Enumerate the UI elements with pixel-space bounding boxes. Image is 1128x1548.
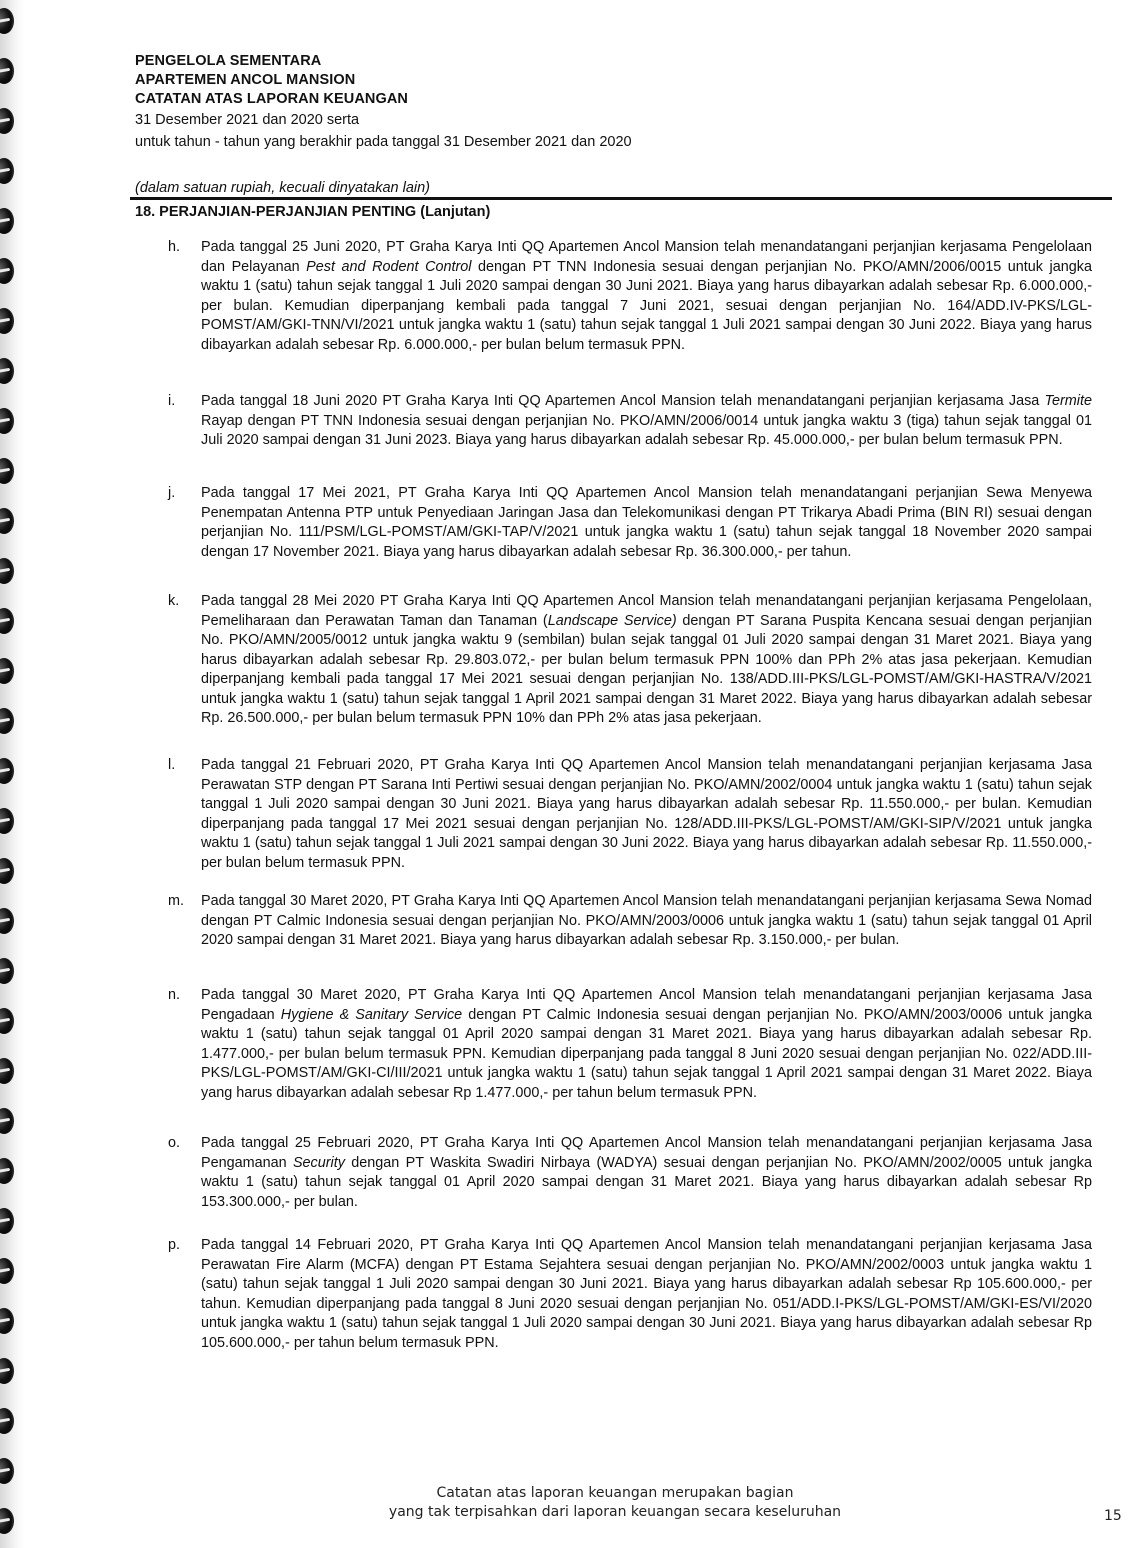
unit-note: (dalam satuan rupiah, kecuali dinyatakan lain) xyxy=(135,180,431,196)
item-text: Pada tanggal 21 Februari 2020, PT Graha Karya Inti QQ Apartemen Ancol Mansion telah menandatangani perjanjian kerjasama Jasa Perawatan STP dengan PT Sarana Inti Pertiwi sesuai dengan perjanjian No. PKO/AMN/2002/0004 untuk jangka waktu 1 (satu) tahun sejak tanggal 1 Juli 2020 sampai dengan 30 Juni 2021. Biaya yang harus dibayarkan adalah sebesar Rp. 11.550.000,- per bulan. Kemudian diperpanjang pada tanggal 17 Mei 2021 sesuai dengan perjanjian No. 128/ADD.III-PKS/LGL-POMST/AM/GKI-SIP/V/2021 untuk jangka waktu 1 (satu) tahun sejak tanggal 1 Juli 2021 sampai dengan 30 Juni 2022. Biaya yang harus dibayarkan adalah sebesar Rp. 11.550.000,- per bulan belum termasuk PPN. xyxy=(201,757,1092,871)
item-text: Pada tanggal 18 Juni 2020 PT Graha Karya Inti QQ Apartemen Ancol Mansion telah menandatangani perjanjian kerjasama Jasa Termite Rayap dengan PT TNN Indonesia sesuai dengan perjanjian No. PKO/AMN/2006/0014 untuk jangka waktu 3 (tiga) tahun sejak tanggal 01 Juli 2020 sampai dengan 31 Juni 2023. Biaya yang harus dibayarkan adalah sebesar Rp. 45.000.000,- per bulan belum termasuk PPN. xyxy=(201,393,1092,448)
binding-ring-icon xyxy=(0,958,14,984)
item-letter: p. xyxy=(168,1237,181,1253)
binding-ring-icon xyxy=(0,558,14,584)
binding-ring-icon xyxy=(0,808,14,834)
item-letter: h. xyxy=(168,239,181,255)
binding-ring-icon xyxy=(0,1008,14,1034)
document-header xyxy=(135,52,632,153)
binding-ring-icon xyxy=(0,508,14,534)
item-text: Pada tanggal 30 Maret 2020, PT Graha Karya Inti QQ Apartemen Ancol Mansion telah menandatangani perjanjian kerjasama Sewa Nomad dengan PT Calmic Indonesia sesuai dengan perjanjian No. PKO/AMN/2003/0006 untuk jangka waktu 1 (satu) tahun sejak tanggal 01 April 2020 sampai dengan 31 Maret 2021. Biaya yang harus dibayarkan adalah sebesar Rp. 3.150.000,- per bulan. xyxy=(201,893,1092,948)
spiral-binding xyxy=(0,0,24,1548)
item-text: Pada tanggal 30 Maret 2020, PT Graha Karya Inti QQ Apartemen Ancol Mansion telah menandatangani perjanjian kerjasama Jasa Pengadaan Hygiene & Sanitary Service dengan PT Calmic Indonesia sesuai dengan perjanjian No. PKO/AMN/2003/0006 untuk jangka waktu 1 (satu) tahun sejak tanggal 01 April 2020 sampai dengan 31 Maret 2021. Biaya yang harus dibayarkan adalah sebesar Rp. 1.477.000,- per bulan belum termasuk PPN. Kemudian diperpanjang pada tanggal 8 Juni 2020 sesuai dengan perjanjian No. 022/ADD.III-PKS/LGL-POMST/AM/GKI-CI/III/2021 untuk jangka waktu 1 (satu) tahun sejak tanggal 1 April 2021 sampai dengan 31 Maret 2022. Biaya yang harus dibayarkan adalah sebesar Rp 1.477.000,- per tahun belum termasuk PPN. xyxy=(201,987,1092,1101)
item-letter: j. xyxy=(168,485,176,501)
item-text: Pada tanggal 17 Mei 2021, PT Graha Karya Inti QQ Apartemen Ancol Mansion telah menandatangani perjanjian Sewa Menyewa Penempatan Antenna PTP untuk Penyediaan Jaringan Jasa dan Telekomunikasi dengan PT Trikarya Abadi Prima (BIN RI) sesuai dengan perjanjian No. 111/PSM/LGL-POMST/AM/GKI-TAP/V/2021 untuk jangka waktu 1 (satu) tahun sejak tanggal 18 November 2020 sampai dengan 17 November 2021. Biaya yang harus dibayarkan adalah sebesar Rp. 36.300.000,- per tahun. xyxy=(201,485,1092,560)
agreement-item-p xyxy=(168,1236,1092,1353)
binding-ring-icon xyxy=(0,858,14,884)
agreement-item-o xyxy=(168,1134,1092,1212)
item-letter: n. xyxy=(168,987,181,1003)
binding-ring-icon xyxy=(0,1458,14,1484)
footer-line-2: yang tak terpisahkan dari laporan keuangan secara keseluruhan xyxy=(388,1504,842,1520)
binding-ring-icon xyxy=(0,608,14,634)
header-report-title: CATATAN ATAS LAPORAN KEUANGAN xyxy=(135,91,409,107)
binding-ring-icon xyxy=(0,1108,14,1134)
binding-ring-icon xyxy=(0,1208,14,1234)
binding-ring-icon xyxy=(0,1508,14,1534)
binding-ring-icon xyxy=(0,58,14,84)
section-title: 18. PERJANJIAN-PERJANJIAN PENTING (Lanjutan) xyxy=(135,204,491,220)
agreement-item-n xyxy=(168,986,1092,1103)
item-letter: k. xyxy=(168,593,180,609)
item-letter: o. xyxy=(168,1135,181,1151)
binding-ring-icon xyxy=(0,1408,14,1434)
agreement-item-l xyxy=(168,756,1092,873)
item-letter: i. xyxy=(168,393,176,409)
binding-ring-icon xyxy=(0,208,14,234)
item-letter: m. xyxy=(168,893,184,909)
agreement-item-i xyxy=(168,392,1092,451)
agreement-item-m xyxy=(168,892,1092,951)
binding-ring-icon xyxy=(0,1158,14,1184)
item-text: Pada tanggal 28 Mei 2020 PT Graha Karya Inti QQ Apartemen Ancol Mansion telah menandatangani perjanjian kerjasama Pengelolaan, Pemeliharaan dan Perawatan Taman dan Tanaman (Landscape Service) dengan PT Sarana Puspita Kencana sesuai dengan perjanjian No. PKO/AMN/2005/0012 untuk jangka waktu 9 (sembilan) bulan sejak tanggal 01 Juli 2020 sampai dengan 31 Maret 2021. Biaya yang harus dibayarkan adalah sebesar Rp. 29.803.072,- per bulan belum termasuk PPN 100% dan PPh 2% atas jasa pekerjaan. Kemudian diperpanjang kembali pada tanggal 17 Mei 2021 sesuai dengan perjanjian No. 138/ADD.III-PKS/LGL-POMST/AM/GKI-HASTRA/V/2021 untuk jangka waktu 1 (satu) tahun sejak tanggal 1 April 2021 sampai dengan 31 Maret 2022. Biaya yang harus dibayarkan adalah sebesar Rp. 26.500.000,- per bulan belum termasuk PPN 10% dan PPh 2% atas jasa pekerjaan. xyxy=(201,593,1092,726)
header-entity: PENGELOLA SEMENTARA xyxy=(135,53,322,69)
binding-ring-icon xyxy=(0,358,14,384)
item-text: Pada tanggal 25 Juni 2020, PT Graha Karya Inti QQ Apartemen Ancol Mansion telah menandatangani perjanjian kerjasama Pengelolaan dan Pelayanan Pest and Rodent Control dengan PT TNN Indonesia sesuai dengan perjanjian No. PKO/AMN/2006/0015 untuk jangka waktu 1 (satu) tahun sejak tanggal 1 Juli 2020 sampai dengan 30 Juni 2021. Biaya yang harus dibayarkan adalah sebesar Rp. 6.000.000,- per bulan. Kemudian diperpanjang kembali pada tanggal 7 Juni 2021, sesuai dengan perjanjian No. 164/ADD.IV-PKS/LGL-POMST/AM/GKI-TNN/VI/2021 untuk jangka waktu 1 (satu) tahun sejak tanggal 1 Juli 2021 sampai dengan 30 Juni 2022. Biaya yang harus dibayarkan adalah sebesar Rp. 6.000.000,- per bulan belum termasuk PPN. xyxy=(201,239,1092,353)
binding-ring-icon xyxy=(0,458,14,484)
item-text: Pada tanggal 25 Februari 2020, PT Graha Karya Inti QQ Apartemen Ancol Mansion telah menandatangani perjanjian kerjasama Jasa Pengamanan Security dengan PT Waskita Swadiri Nirbaya (WADYA) sesuai dengan perjanjian No. PKO/AMN/2002/0005 untuk jangka waktu 1 (satu) tahun sejak tanggal 01 April 2020 sampai dengan 31 Maret 2021. Biaya yang harus dibayarkan adalah sebesar Rp 153.300.000,- per bulan. xyxy=(201,1135,1092,1210)
binding-ring-icon xyxy=(0,1308,14,1334)
binding-ring-icon xyxy=(0,1258,14,1284)
binding-ring-icon xyxy=(0,8,14,34)
binding-ring-icon xyxy=(0,258,14,284)
binding-ring-icon xyxy=(0,108,14,134)
page-footer xyxy=(300,1484,930,1522)
header-property: APARTEMEN ANCOL MANSION xyxy=(135,72,356,88)
footer-line-1: Catatan atas laporan keuangan merupakan bagian xyxy=(436,1485,794,1501)
agreement-item-j xyxy=(168,484,1092,562)
binding-ring-icon xyxy=(0,708,14,734)
item-text: Pada tanggal 14 Februari 2020, PT Graha Karya Inti QQ Apartemen Ancol Mansion telah menandatangani perjanjian kerjasama Jasa Perawatan Fire Alarm (MCFA) dengan PT Estama Sejahtera sesuai dengan perjanjian No. PKO/AMN/2002/0003 untuk jangka waktu 1 (satu) tahun sejak tanggal 1 Juli 2020 sampai dengan 30 Juni 2021. Biaya yang harus dibayarkan adalah sebesar Rp 105.600.000,- per tahun. Kemudian diperpanjang pada tanggal 8 Juni 2020 sesuai dengan perjanjian No. 051/ADD.I-PKS/LGL-POMST/AM/GKI-ES/VI/2020 untuk jangka waktu 1 (satu) tahun sejak tanggal 1 Juli 2020 sampai dengan 30 Juni 2021. Biaya yang harus dibayarkan adalah sebesar Rp 105.600.000,- per tahun belum termasuk PPN. xyxy=(201,1237,1092,1351)
item-letter: l. xyxy=(168,757,176,773)
binding-ring-icon xyxy=(0,1058,14,1084)
binding-ring-icon xyxy=(0,908,14,934)
binding-ring-icon xyxy=(0,758,14,784)
header-date: 31 Desember 2021 dan 2020 serta xyxy=(135,112,360,128)
binding-ring-icon xyxy=(0,308,14,334)
binding-ring-icon xyxy=(0,158,14,184)
header-divider xyxy=(130,197,1112,200)
agreement-item-k xyxy=(168,592,1092,729)
binding-ring-icon xyxy=(0,658,14,684)
header-period: untuk tahun - tahun yang berakhir pada tanggal 31 Desember 2021 dan 2020 xyxy=(135,134,632,150)
binding-ring-icon xyxy=(0,408,14,434)
binding-ring-icon xyxy=(0,1358,14,1384)
page-number: 15 xyxy=(1104,1508,1122,1524)
agreement-item-h xyxy=(168,238,1092,355)
